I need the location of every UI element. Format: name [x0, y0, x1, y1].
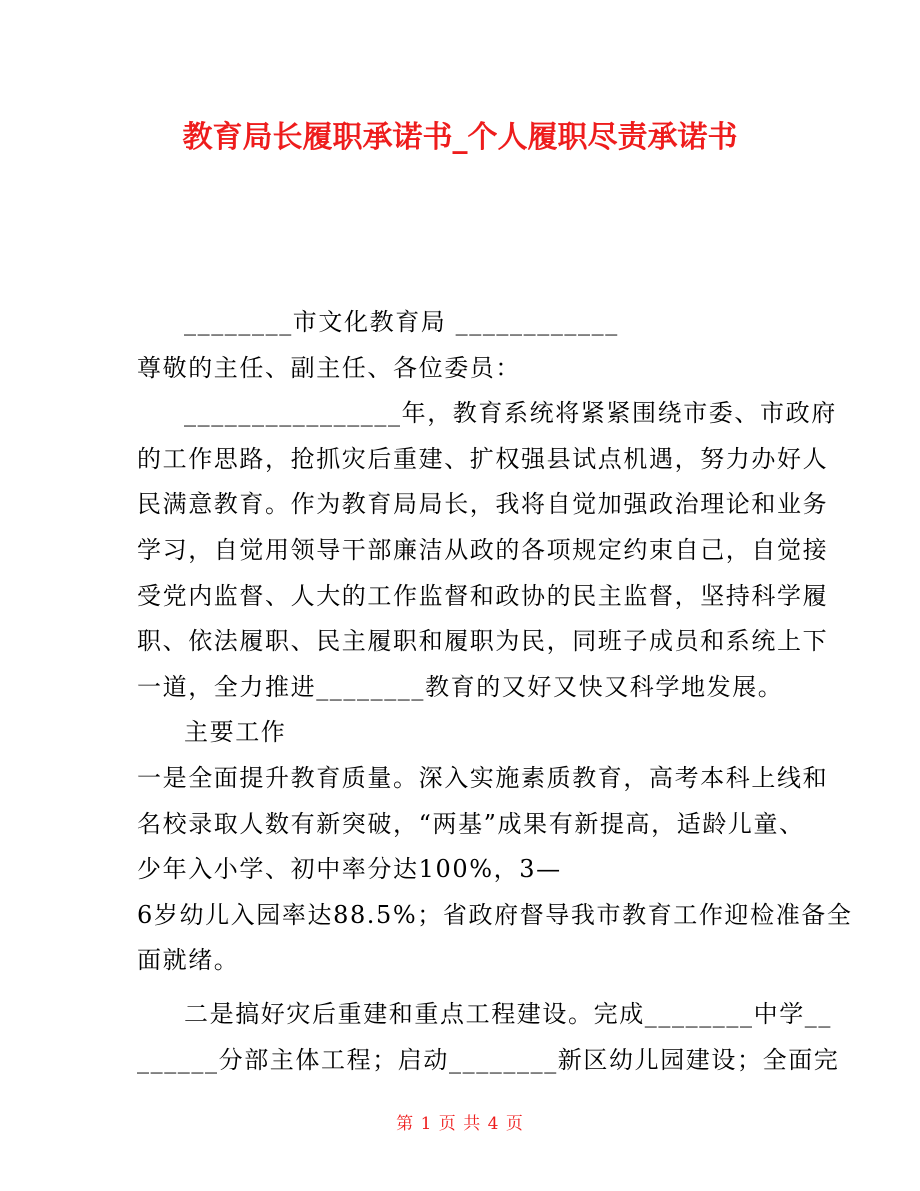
paragraph-line: ________________年，教育系统将紧紧围绕市委、市政府: [184, 399, 837, 428]
paragraph-line: 名校录取人数有新突破，“两基”成果有新提高，适龄儿童、: [137, 809, 805, 838]
paragraph-line: 的工作思路，抢抓灾后重建、扩权强县试点机遇，努力办好人: [137, 444, 829, 473]
page-number: 第 1 页 共 4 页: [396, 1114, 524, 1134]
salutation-line: 尊敬的主任、副主任、各位委员：: [137, 353, 521, 382]
paragraph-line: ______分部主体工程；启动________新区幼儿园建设；全面完: [137, 1045, 840, 1074]
paragraph-line: 面就绪。: [137, 946, 240, 975]
section-heading: 主要工作: [184, 718, 287, 747]
paragraph-line: 民满意教育。作为教育局局长，我将自觉加强政治理论和业务: [137, 490, 829, 519]
recipient-line: ________市文化教育局 ____________: [184, 308, 619, 336]
paragraph-line: 6岁幼儿入园率达88.5%；省政府督导我市教育工作迎检准备全: [137, 900, 853, 929]
paragraph-line: 受党内监督、人大的工作监督和政协的民主监督，坚持科学履: [137, 581, 829, 610]
paragraph-line: 一是全面提升教育质量。深入实施素质教育，高考本科上线和: [137, 763, 829, 792]
paragraph-line: 学习，自觉用领导干部廉洁从政的各项规定约束自己，自觉接: [137, 535, 829, 564]
paragraph-line: 二是搞好灾后重建和重点工程建设。完成________中学__: [184, 999, 832, 1028]
document-body: [137, 300, 853, 1083]
paragraph-line: 一道，全力推进________教育的又好又快又科学地发展。: [137, 672, 784, 701]
paragraph-line: 少年入小学、初中率分达100%，3—: [137, 855, 562, 884]
paragraph-line: 职、依法履职、民主履职和履职为民，同班子成员和系统上下: [137, 627, 829, 656]
document-title: 教育局长履职承诺书_个人履职尽责承诺书: [182, 120, 738, 155]
